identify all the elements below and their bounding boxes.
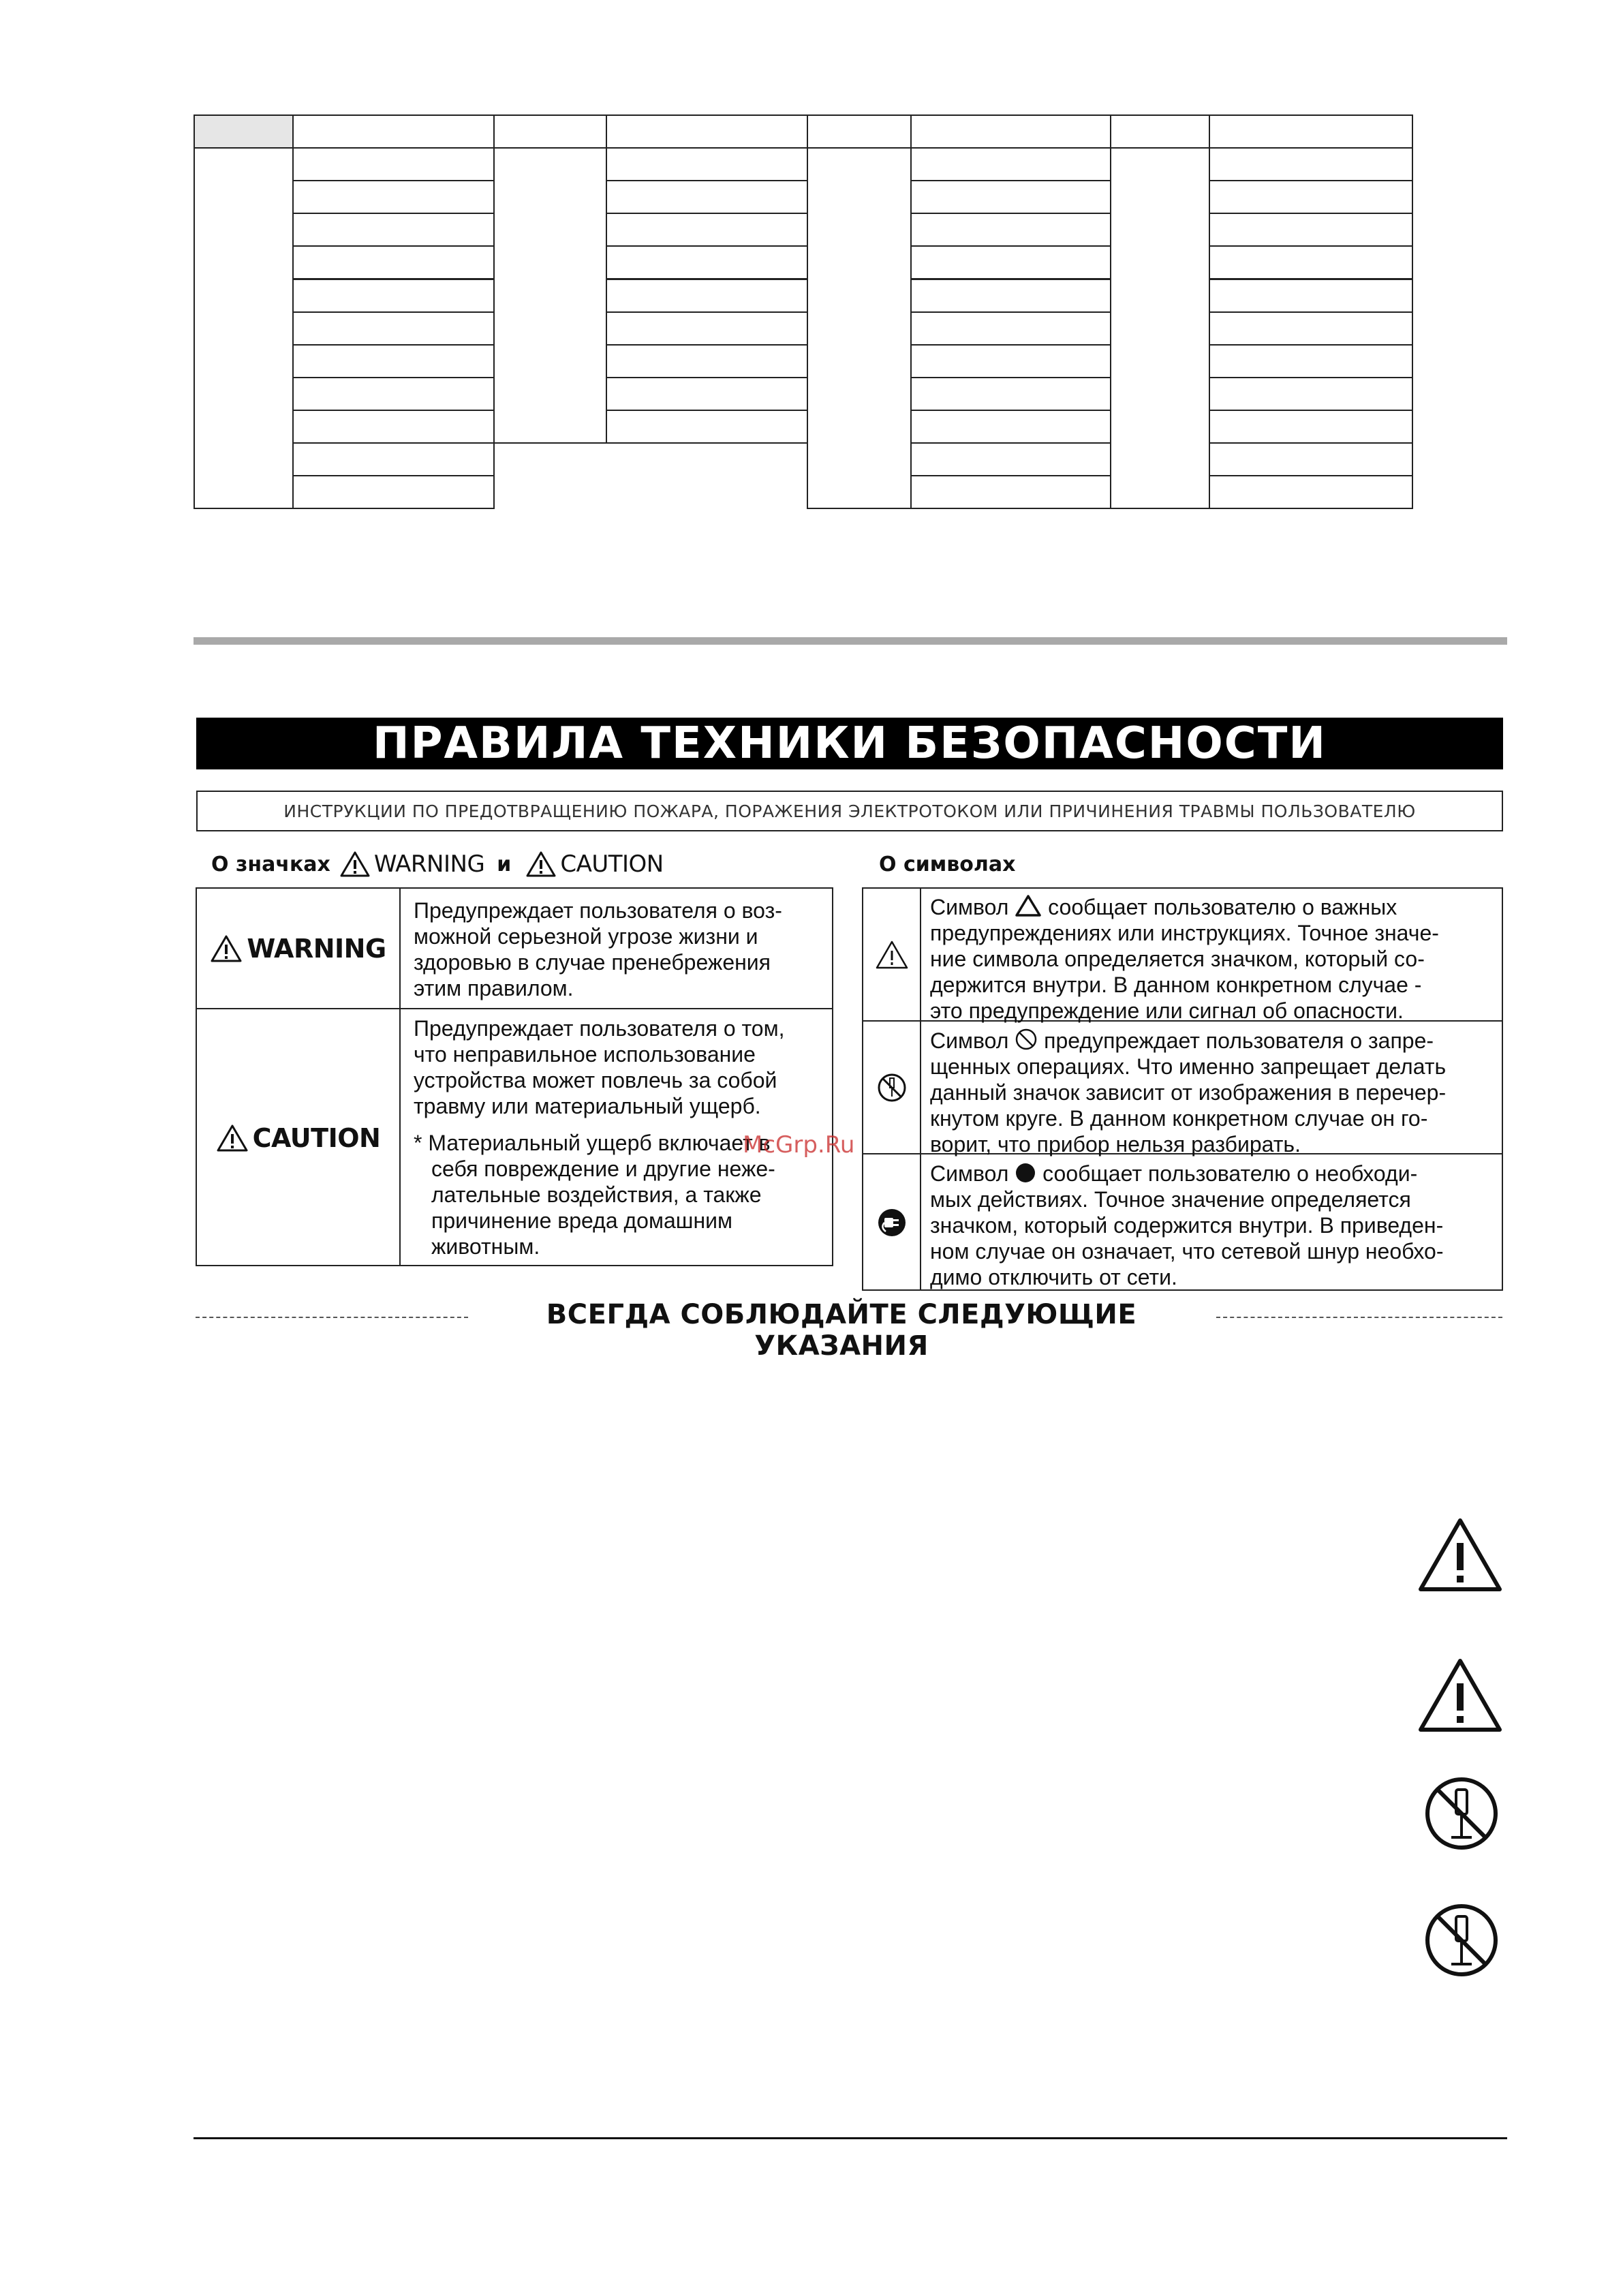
- table-cell: [910, 147, 1111, 181]
- table-cell: [292, 245, 495, 279]
- symbol-cell-1: [863, 889, 920, 1020]
- icons-heading-warning: WARNING: [373, 851, 485, 878]
- desc-line: кнутом круге. В данном конкретном случае он го-: [930, 1106, 1428, 1131]
- table-cell: [910, 410, 1111, 444]
- unplug-icon: [876, 1207, 908, 1238]
- desc-line: димо отключить от сети.: [930, 1265, 1177, 1289]
- table-cell: [493, 147, 607, 444]
- icons-heading-caution: CAUTION: [560, 851, 664, 878]
- table-cell: [1209, 475, 1413, 509]
- table-cell: [910, 475, 1111, 509]
- caution-label-cell: [197, 1009, 399, 1266]
- table-cell: [292, 311, 495, 346]
- desc-line: что неправильное использование: [414, 1042, 756, 1067]
- desc-line: предупреждениях или инструкциях. Точное значе-: [930, 921, 1439, 945]
- table-cell: [1209, 245, 1413, 279]
- section-divider: [194, 637, 1507, 645]
- table-cell: [807, 114, 912, 149]
- table-cell: [292, 475, 495, 509]
- page-title: ПРАВИЛА ТЕХНИКИ БЕЗОПАСНОСТИ: [196, 718, 1503, 769]
- note-line: причинение вреда домашним: [431, 1208, 732, 1233]
- caution-triangle-icon: [1417, 1657, 1503, 1734]
- table-cell: [1209, 279, 1413, 313]
- desc-line: ном случае он означает, что сетевой шнур необхо-: [930, 1239, 1444, 1264]
- table-cell: [910, 114, 1111, 149]
- table-cell: [606, 344, 808, 378]
- table-cell: [1110, 114, 1210, 149]
- desc-line: щенных операциях. Что именно запрещает делать: [930, 1054, 1447, 1079]
- table-cell: [292, 344, 495, 378]
- symbol-word: Символ: [930, 1161, 1009, 1186]
- table-cell: [292, 213, 495, 247]
- prohibited-disassembly-icon: [876, 1072, 908, 1103]
- icons-heading-prefix: О значках: [211, 852, 330, 876]
- desc-line: ние символа определяется значком, который со-: [930, 947, 1425, 971]
- prohibited-circle-icon: [1015, 1028, 1038, 1051]
- dashed-line-right: [1216, 1317, 1502, 1318]
- table-cell: [292, 442, 495, 476]
- table-cell: [292, 377, 495, 411]
- caution-label: CAUTION: [252, 1122, 381, 1153]
- desc-line: этим правилом.: [414, 976, 574, 1000]
- table-cell: [606, 377, 808, 411]
- table-cell: [292, 147, 495, 181]
- table-cell: [910, 377, 1111, 411]
- desc-line: данный значок зависит от изображения в перечер-: [930, 1080, 1447, 1105]
- desc-line: Предупреждает пользователя о том,: [414, 1016, 785, 1041]
- icons-heading: [211, 851, 664, 878]
- footer-divider: [194, 2137, 1507, 2139]
- prohibited-disassembly-icon: [1423, 1901, 1500, 1979]
- table-cell: [910, 311, 1111, 346]
- symbols-heading: О символах: [879, 852, 1016, 876]
- table-cell: [1209, 442, 1413, 476]
- warning-triangle-icon: [210, 934, 243, 963]
- table-cell: [292, 279, 495, 313]
- table-cell: [1209, 114, 1413, 149]
- table-cell: [606, 213, 808, 247]
- desc-line: Предупреждает пользователя о воз-: [414, 898, 782, 923]
- table-cell: [910, 245, 1111, 279]
- table-cell: [606, 147, 808, 181]
- symbols-table: [862, 887, 1503, 1291]
- symbol-cell-2: [863, 1022, 920, 1153]
- table-cell: [194, 147, 294, 509]
- table-cell: [606, 311, 808, 346]
- filled-circle-icon: [1015, 1162, 1036, 1184]
- caution-triangle-icon: [216, 1124, 249, 1152]
- table-cell: [493, 114, 607, 149]
- desc-line: значком, который содержится внутри. В приведен-: [930, 1213, 1444, 1238]
- table-cell: [606, 245, 808, 279]
- table-cell: [1209, 180, 1413, 214]
- table-cell: [194, 114, 294, 149]
- table-cell: [1209, 410, 1413, 444]
- note-line: лательные воздействия, а также: [431, 1182, 762, 1207]
- desc-line: травму или материальный ущерб.: [414, 1094, 761, 1118]
- desc-line: мых действиях. Точное значение определяется: [930, 1187, 1411, 1212]
- instructions-banner: ИНСТРУКЦИИ ПО ПРЕДОТВРАЩЕНИЮ ПОЖАРА, ПОРАЖЕНИЯ ЭЛЕКТРОТОКОМ ИЛИ ПРИЧИНЕНИЯ ТРАВМЫ ПОЛЬЗОВАТЕЛЮ: [196, 791, 1503, 831]
- prohibited-disassembly-icon: [1423, 1775, 1500, 1852]
- symbol-description-2: [930, 1028, 1496, 1157]
- warning-caution-table: [196, 887, 833, 1266]
- table-cell: [1209, 377, 1413, 411]
- desc-line: можной серьезной угрозе жизни и: [414, 924, 758, 949]
- table-cell: [606, 279, 808, 313]
- table-cell: [910, 344, 1111, 378]
- desc-line: сообщает пользователю о необходи-: [1036, 1161, 1418, 1186]
- table-cell: [1209, 344, 1413, 378]
- table-cell: [606, 410, 808, 444]
- triangle-outline-icon: [1015, 894, 1042, 917]
- table-cell: [910, 279, 1111, 313]
- desc-line: устройства может повлечь за собой: [414, 1068, 777, 1092]
- note-line: животным.: [431, 1234, 540, 1259]
- table-cell: [910, 442, 1111, 476]
- caution-triangle-icon: [875, 940, 909, 970]
- table-cell: [910, 180, 1111, 214]
- table-cell: [292, 114, 495, 149]
- table-cell: [1209, 213, 1413, 247]
- symbol-word: Символ: [930, 1028, 1009, 1053]
- note-line: себя повреждение и другие неже-: [431, 1157, 775, 1181]
- dashed-line-left: [196, 1317, 468, 1318]
- caution-triangle-icon: [1417, 1517, 1503, 1593]
- table-cell: [292, 180, 495, 214]
- watermark: McGrp.Ru: [743, 1131, 855, 1159]
- desc-line: это предупреждение или сигнал об опасности.: [930, 998, 1404, 1023]
- desc-line: сообщает пользователю о важных: [1042, 895, 1397, 919]
- table-cell: [606, 114, 808, 149]
- table-cell: [1110, 147, 1210, 509]
- desc-line: предупреждает пользователя о запре-: [1038, 1028, 1434, 1053]
- symbol-description-1: [930, 894, 1496, 1024]
- desc-line: держится внутри. В данном конкретном случае -: [930, 973, 1422, 997]
- table-cell: [292, 410, 495, 444]
- desc-line: здоровью в случае пренебрежения: [414, 950, 771, 975]
- warning-label: WARNING: [247, 933, 386, 964]
- caution-triangle-icon: [526, 851, 556, 878]
- note-line: * Материальный ущерб включает в: [414, 1131, 771, 1155]
- table-cell: [1209, 311, 1413, 346]
- desc-line: ворит, что прибор нельзя разбирать.: [930, 1132, 1301, 1157]
- table-cell: [1209, 147, 1413, 181]
- symbol-word: Символ: [930, 895, 1009, 919]
- warning-label-cell: [197, 889, 399, 1008]
- always-heading: ВСЕГДА СОБЛЮДАЙТЕ СЛЕДУЮЩИЕ УКАЗАНИЯ: [546, 1299, 1137, 1362]
- warning-description: [414, 898, 822, 1001]
- icons-heading-conj: и: [497, 852, 512, 876]
- symbol-description-3: [930, 1161, 1496, 1290]
- warning-triangle-icon: [340, 851, 370, 878]
- table-cell: [910, 213, 1111, 247]
- table-cell: [807, 147, 912, 509]
- symbol-cell-3: [863, 1154, 920, 1291]
- table-cell: [606, 180, 808, 214]
